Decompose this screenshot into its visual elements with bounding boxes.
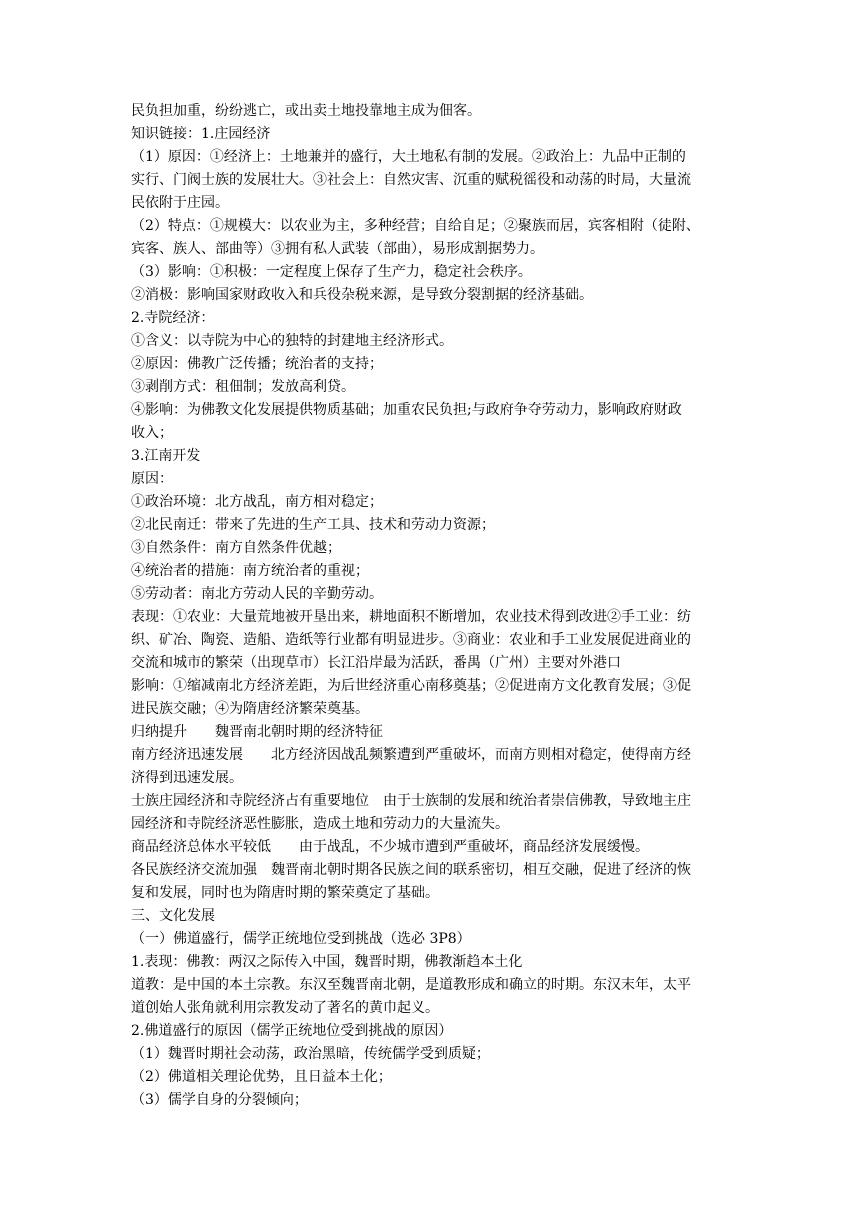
text-line: 民负担加重，纷纷逃亡，或出卖土地投靠地主成为佃客。 [131, 103, 481, 119]
text-line: 3.江南开发 [131, 448, 201, 464]
text-line: ③自然条件：南方自然条件优越； [131, 540, 341, 556]
text-line: 收入； [131, 425, 173, 441]
text-line: 复和发展，同时也为隋唐时期的繁荣奠定了基础。 [131, 885, 439, 901]
text-line: 表现：①农业：大量荒地被开垦出来，耕地面积不断增加，农业技术得到改进②手工业：纺 [131, 609, 691, 625]
document-page [131, 100, 735, 1112]
text-line: ⑤劳动者：南北方劳动人民的辛勤劳动。 [131, 586, 383, 602]
text-line: 1.表现：佛教：两汉之际传入中国，魏晋时期，佛教渐趋本土化 [131, 954, 523, 970]
text-line: ②北民南迁：带来了先进的生产工具、技术和劳动力资源； [131, 517, 495, 533]
text-line: 济得到迅速发展。 [131, 770, 243, 786]
text-line: 民依附于庄园。 [131, 195, 229, 211]
text-line: 2.佛道盛行的原因（儒学正统地位受到挑战的原因） [131, 1023, 453, 1039]
text-line: ④统治者的措施：南方统治者的重视； [131, 563, 369, 579]
text-line: 实行、门阀士族的发展壮大。③社会上：自然灾害、沉重的赋税徭役和动荡的时局，大量流 [131, 172, 691, 188]
text-line: 士族庄园经济和寺院经济占有重要地位 由于士族制的发展和统治者崇信佛教，导致地主庄 [131, 793, 691, 809]
text-line: 各民族经济交流加强 魏晋南北朝时期各民族之间的联系密切，相互交融，促进了经济的恢 [131, 862, 691, 878]
text-line: ④影响：为佛教文化发展提供物质基础；加重农民负担;与政府争夺劳动力，影响政府财政 [131, 402, 682, 418]
text-line: 商品经济总体水平较低 由于战乱，不少城市遭到严重破坏，商品经济发展缓慢。 [131, 839, 649, 855]
text-line: （2）特点：①规模大：以农业为主，多种经营；自给自足；②聚族而居，宾客相附（徒附、 [131, 218, 700, 234]
text-line: ①政治环境：北方战乱，南方相对稳定； [131, 494, 383, 510]
text-line: （2）佛道相关理论优势，且日益本土化； [131, 1069, 392, 1085]
text-line: 织、矿冶、陶瓷、造船、造纸等行业都有明显进步。③商业：农业和手工业发展促进商业的 [131, 632, 691, 648]
text-line: （1）原因：①经济上：土地兼并的盛行，大土地私有制的发展。②政治上：九品中正制的 [131, 149, 686, 165]
text-line: （3）影响：①积极：一定程度上保存了生产力，稳定社会秩序。 [131, 264, 532, 280]
text-line: 原因： [131, 471, 173, 487]
text-line: 知识链接：1.庄园经济 [131, 126, 271, 142]
text-line: 三、文化发展 [131, 908, 215, 924]
text-line: 宾客、族人、部曲等）③拥有私人武装（部曲），易形成割据势力。 [131, 241, 544, 257]
text-line: （一）佛道盛行，儒学正统地位受到挑战（选必 3P8） [131, 931, 471, 947]
text-line: 道创始人张角就利用宗教发动了著名的黄巾起义。 [131, 1000, 439, 1016]
text-line: 影响：①缩减南北方经济差距，为后世经济重心南移奠基；②促进南方文化教育发展；③促 [131, 678, 691, 694]
text-line: ①含义：以寺院为中心的独特的封建地主经济形式。 [131, 333, 453, 349]
text-line: 园经济和寺院经济恶性膨胀，造成土地和劳动力的大量流失。 [131, 816, 509, 832]
text-line: 归纳提升 魏晋南北朝时期的经济特征 [131, 724, 383, 740]
text-line: ③剥削方式：租佃制；发放高利贷。 [131, 379, 355, 395]
text-line: 进民族交融；④为隋唐经济繁荣奠基。 [131, 701, 369, 717]
text-line: ②消极：影响国家财政收入和兵役杂税来源，是导致分裂割据的经济基础。 [131, 287, 593, 303]
text-line: ②原因：佛教广泛传播；统治者的支持； [131, 356, 383, 372]
text-line: （1）魏晋时期社会动荡，政治黑暗，传统儒学受到质疑； [131, 1046, 490, 1062]
text-line: 南方经济迅速发展 北方经济因战乱频繁遭到严重破坏，而南方则相对稳定，使得南方经 [131, 747, 691, 763]
text-line: 交流和城市的繁荣（出现草市）长江沿岸最为活跃，番禺（广州）主要对外港口 [131, 655, 621, 671]
text-line: （3）儒学自身的分裂倾向； [131, 1092, 308, 1108]
text-line: 道教：是中国的本土宗教。东汉至魏晋南北朝，是道教形成和确立的时期。东汉末年，太平 [131, 977, 691, 993]
text-line: 2.寺院经济： [131, 310, 215, 326]
